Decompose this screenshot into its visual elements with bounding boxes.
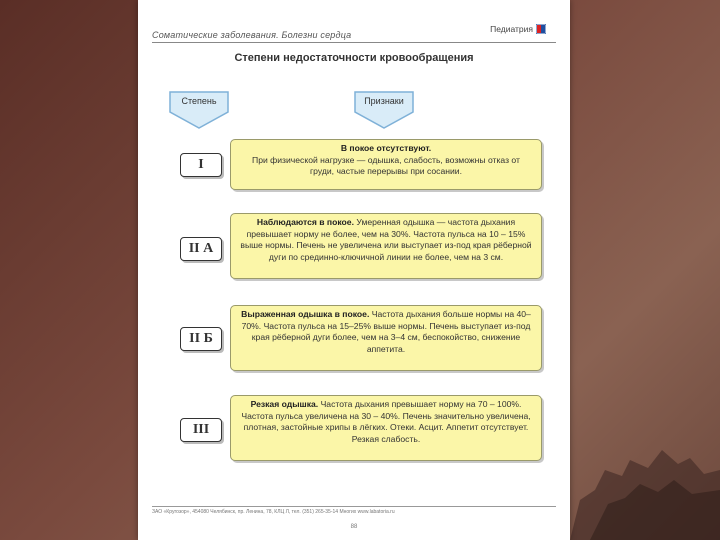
degree-column-header (168, 90, 230, 130)
degree-badge-2: II А (180, 237, 222, 261)
degree-badge-1: I (180, 153, 222, 177)
signs-lead-2: Наблюдаются в покое. (256, 217, 354, 227)
signs-card-4 (230, 395, 542, 461)
header-divider (152, 42, 556, 43)
footer-text: ЗАО «Кругозор», 454080 Челябинск, пр. Ленина, 78, КЛЦ Л, тел. (351) 265-35-14 Многих www.labatoria.ru (152, 509, 395, 515)
signs-text-4: Частота дыхания превышает норму на 70 – 100%. Частота пульса увеличена на 30 – 40%. Печень значительно увеличена, плотная, застойные хрипы в лёгких. Отеки. Асцит. Аппетит отсутствует. Резкая слабость. (241, 399, 531, 444)
signs-text-2: Умеренная одышка — частота дыхания превышает норму не более, чем на 30%. Частота пульса на 10 – 15% выше нормы. Печень не увеличена или выступает из-под края рёберной дуги по срединно-ключичной линии не более, чем на 3 см. (240, 217, 532, 262)
section-title: Соматические заболевания. Болезни сердца (152, 30, 352, 40)
signs-card-1 (230, 139, 542, 190)
signs-column-header (353, 90, 415, 130)
signs-card-2 (230, 213, 542, 279)
rock-decoration (570, 430, 720, 540)
page-number: 88 (350, 524, 358, 530)
brand-logo-icon (536, 24, 546, 34)
signs-lead-4: Резкая одышка. (250, 399, 319, 409)
brand (490, 24, 546, 34)
brand-name: Педиатрия (490, 24, 533, 34)
degree-badge-3: II Б (180, 327, 222, 351)
signs-column-label: Признаки (364, 96, 404, 106)
signs-lead-1: В покое отсутствуют. (340, 143, 432, 153)
page-title: Степени недостаточности кровообращения (234, 52, 474, 64)
signs-lead-3: Выраженная одышка в покое. (241, 309, 370, 319)
degree-column-label: Степень (181, 96, 217, 106)
document-page (138, 0, 570, 540)
footer-divider (152, 506, 556, 507)
signs-card-3 (230, 305, 542, 371)
signs-text-3: Частота дыхания больше нормы на 40–70%. Частота пульса на 15–25% выше нормы. Печень выступает из-под края рёберной дуги более, чем на 3–4 см, беспокойство, снижение аппетита. (241, 309, 531, 354)
signs-text-1: При физической нагрузке — одышка, слабость, возможны отказ от груди, частые перерывы при сосании. (252, 154, 520, 176)
degree-badge-4: III (180, 418, 222, 442)
